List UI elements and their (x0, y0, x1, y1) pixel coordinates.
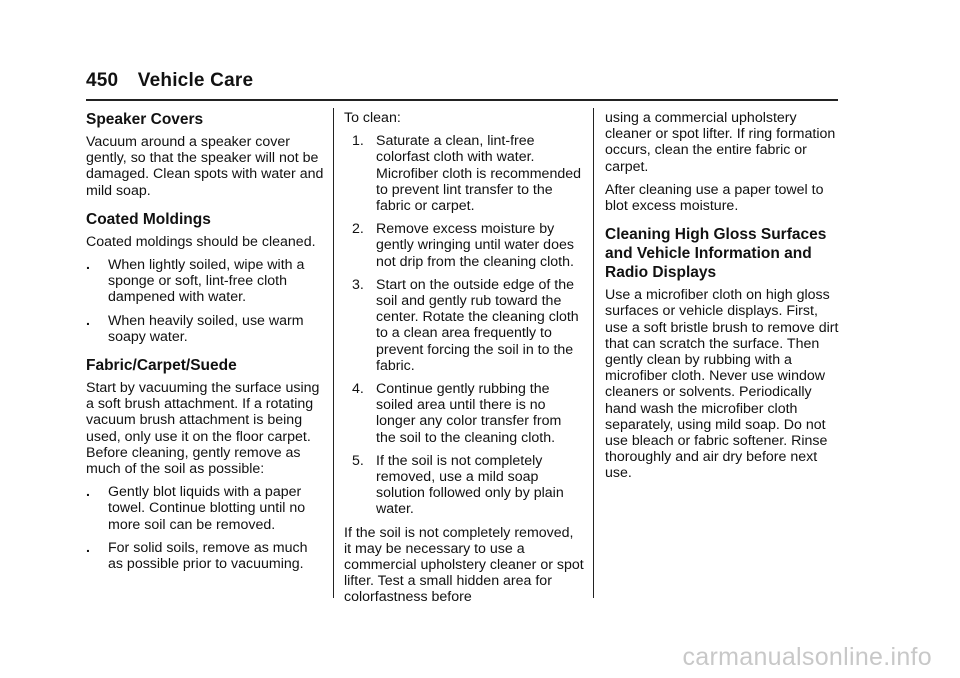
list-item-text: For solid soils, remove as much as possible prior to vacuuming. (108, 539, 308, 573)
step-item (344, 221, 584, 270)
step-text: Start on the outside edge of the soil and gently rub toward the center. Rotate the cleaning cloth to a clean area frequently to prevent forcing the soil in to the fabric. (376, 276, 579, 374)
list-item-text: Gently blot liquids with a paper towel. Continue blotting until no more soil can be removed. (108, 484, 306, 533)
bullet-icon: . (86, 539, 90, 556)
step-number: 3. (352, 276, 364, 293)
bullet-icon: . (86, 484, 90, 501)
step-text: Continue gently rubbing the soiled area until there is no longer any color transfer from the soil to the cleaning cloth. (376, 381, 562, 446)
coated-moldings-heading: Coated Moldings (86, 210, 211, 228)
not-removed-text: If the soil is not completely removed, it may be necessary to use a commercial upholstery cleaner or spot lifter. Test a small hidden area for colorfastness before (344, 524, 584, 606)
fabric-carpet-suede-heading: Fabric/Carpet/Suede (86, 357, 237, 375)
header-rule (86, 99, 838, 101)
step-number: 4. (352, 381, 364, 398)
page-header (86, 70, 253, 92)
step-text: If the soil is not completely removed, use a mild soap solution followed only by plain water. (376, 452, 564, 518)
list-item (86, 484, 324, 533)
page-number: 450 (86, 70, 119, 91)
bullet-icon: . (86, 312, 90, 329)
list-item-text: When lightly soiled, wipe with a sponge or soft, lint-free cloth dampened with water. (108, 257, 305, 306)
step-item (344, 381, 584, 446)
column-2 (344, 110, 584, 613)
column-divider (593, 108, 594, 598)
list-item (86, 313, 324, 345)
step-item (344, 133, 584, 214)
continued-text: using a commercial upholstery cleaner or spot lifter. If ring formation occurs, clean the entire fabric or carpet. (605, 110, 836, 175)
coated-moldings-list (86, 257, 324, 345)
coated-moldings-text: Coated moldings should be cleaned. (86, 233, 316, 250)
column-1 (86, 110, 324, 579)
cleaning-steps (344, 133, 584, 517)
step-number: 1. (352, 133, 364, 150)
watermark: carmanualsonline.info (682, 643, 932, 671)
bullet-icon: . (86, 257, 90, 274)
step-item (344, 277, 584, 374)
list-item (86, 540, 324, 572)
section-title: Vehicle Care (137, 70, 254, 91)
high-gloss-text: Use a microfiber cloth on high gloss surfaces or vehicle displays. First, use a soft bristle brush to remove dirt that can scratch the surface. Then gently clean by rubbing with a microfiber cloth. Never use window cleaners or solvents. Periodically hand wash the microfiber cloth separately, using mild soap. Do not use bleach or fabric softener. Rinse thoroughly and air dry before next use. (605, 287, 839, 482)
speaker-covers-heading: Speaker Covers (86, 111, 204, 128)
high-gloss-heading: Cleaning High Gloss Surfaces and Vehicle Information and Radio Displays (605, 226, 827, 282)
column-divider (333, 108, 334, 598)
step-number: 5. (352, 452, 364, 469)
step-text: Remove excess moisture by gently wringing until water does not drip from the cleaning cloth. (376, 221, 574, 270)
column-3 (605, 110, 840, 489)
after-cleaning-text: After cleaning use a paper towel to blot excess moisture. (605, 181, 824, 215)
step-text: Saturate a clean, lint-free colorfast cloth with water. Microfiber cloth is recommended to prevent lint transfer to the fabric or carpet. (376, 133, 582, 215)
list-item (86, 257, 324, 306)
fabric-carpet-suede-list (86, 484, 324, 572)
to-clean-intro: To clean: (344, 110, 401, 126)
list-item-text: When heavily soiled, use warm soapy water. (108, 312, 304, 345)
fabric-carpet-suede-text: Start by vacuuming the surface using a soft brush attachment. If a rotating vacuum brush attachment is being used, only use it on the floor carpet. Before cleaning, gently remove as much of the soil as possible: (86, 380, 320, 478)
step-number: 2. (352, 221, 364, 238)
step-item (344, 453, 584, 518)
speaker-covers-text: Vacuum around a speaker cover gently, so that the speaker will not be damaged. Clean spots with water and mild soap. (86, 134, 324, 199)
